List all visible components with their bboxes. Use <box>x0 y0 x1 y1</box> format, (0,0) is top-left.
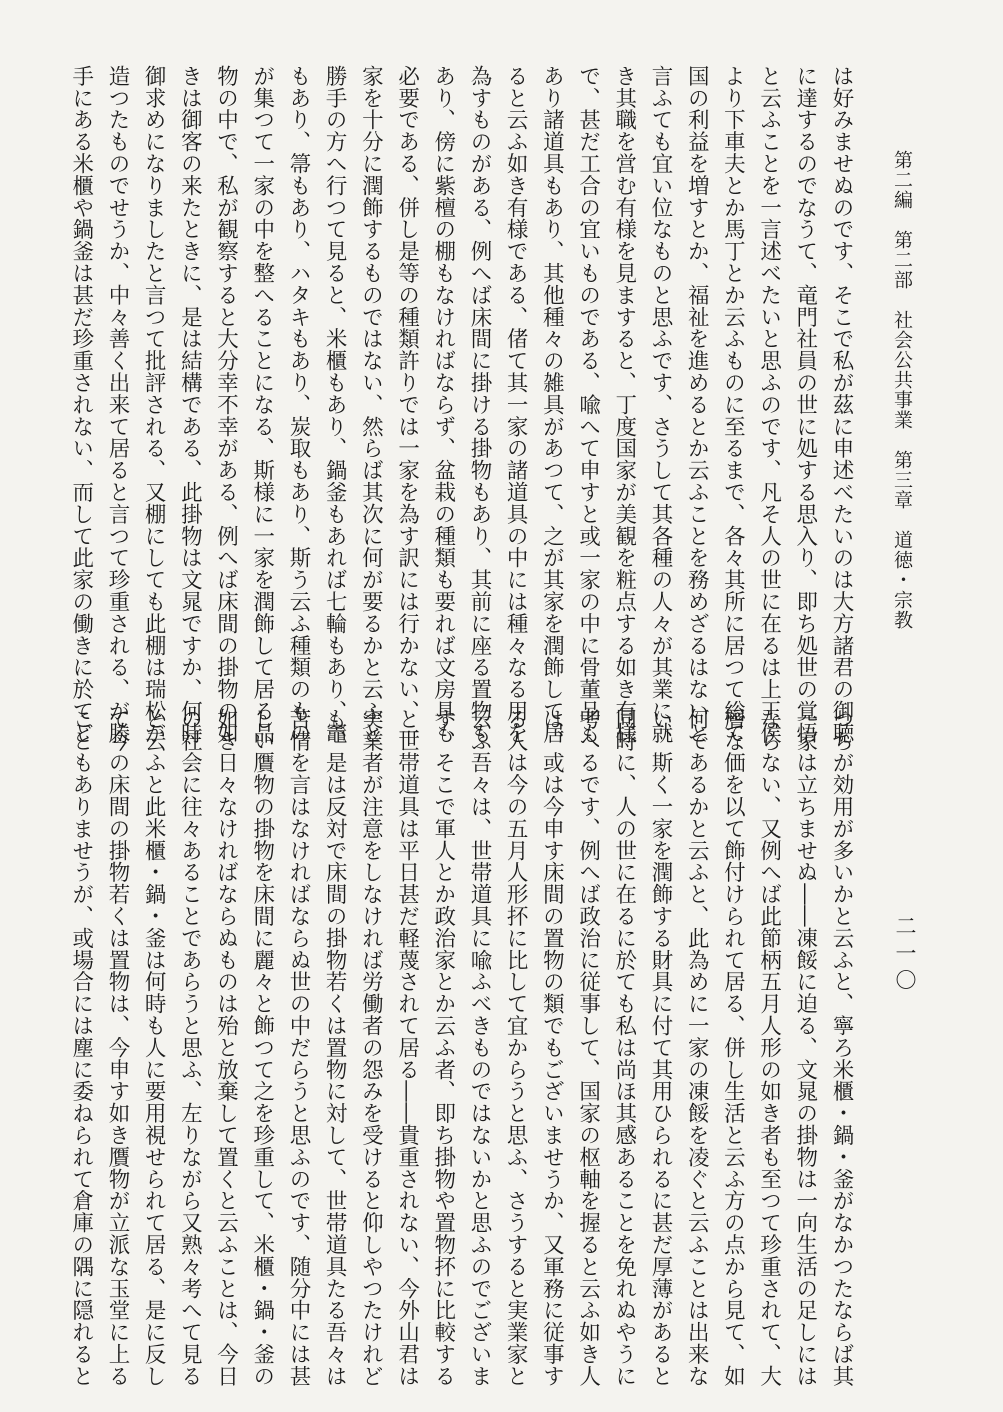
text-line: 実業者が注意をしなければ労働者の怨みを受けると仰しやつたけれど <box>358 708 384 1387</box>
text-line: が集つて一家の中を整へることになる、斯様に一家を潤飾して居る品 <box>249 65 275 744</box>
page-number: 二一〇 <box>893 915 917 996</box>
text-line: より下車夫とか馬丁とか云ふものに至るまで、各々其所に居つて総て <box>720 65 746 744</box>
running-head: 第二編 第二部 社会公共事業 第三章 道徳・宗教 <box>891 150 913 630</box>
text-line: 苦情を言はなければならぬ世の中だらうと思ふのです、随分中には甚 <box>285 708 311 1387</box>
text-line: と云ふことを一言述べたいと思ふのです、凡そ人の世に在るは上王侯 <box>756 65 782 744</box>
text-line: 国の利益を増すとか、福祉を進めるとか云ふことを務めざるはないと <box>684 65 710 744</box>
text-line: と世帯道具は平日甚だ軽蔑されて居る――貴重されない、今外山君は <box>394 708 420 1387</box>
text-line: 手にある米櫃や鍋釜は甚だ珍重されない、而して此家の働きに於てど <box>68 65 94 744</box>
text-line: に達するのでなうて、竜門社員の世に処する思入り、即ち処世の覚悟 <box>792 65 818 744</box>
text-line: もあり、箒もあり、ハタキもあり、炭取もあり、斯う云ふ種類のもの <box>285 65 311 744</box>
text-line: 云ふ吾々は、世帯道具に喩ふべきものではないかと思ふのでございま <box>466 708 492 1387</box>
text-line: ならない、又例へば此節柄五月人形の如き者も至つて珍重されて、大 <box>756 708 782 1387</box>
text-line: で、甚だ工合の宜いものである、喩へて申すと或一家の中に骨董品も <box>575 65 601 744</box>
text-line: も、是は反対で床間の掛物若くは置物に対して、世帯道具たる吾々は <box>322 708 348 1387</box>
text-line: つちが効用が多いかと云ふと、寧ろ米櫃・鍋・釜がなかつたならば其 <box>829 708 854 1387</box>
text-line: きは御客の来たときに、是は結構である、此掛物は文晁ですか、何時 <box>177 65 203 744</box>
text-line: す、そこで軍人とか政治家とか云ふ者、即ち掛物や置物抔に比較する <box>430 708 456 1387</box>
text-line: あり諸道具もあり、其他種々の雑具があつて、之が其家を潤飾して居 <box>539 65 565 744</box>
text-line: の社会に往々あることであらうと思ふ、左りながら又熟々考へて見る <box>177 708 203 1387</box>
text-line: 同時に、人の世に在るに於ても私は尚ほ其感あることを免れぬやうに <box>611 708 637 1387</box>
text-line: 層な価を以て飾付けられて居る、併し生活と云ふ方の点から見て、如 <box>720 708 746 1387</box>
text-line: と云ふと此米櫃・鍋・釜は何時も人に要用視せられて居る、是に反し <box>141 708 167 1387</box>
text-line: 物の中で、私が観察すると大分幸不幸がある、例へば床間の掛物の如 <box>213 65 239 744</box>
text-line: て今の床間の掛物若くは置物は、今申す如き贋物が立派な玉堂に上る <box>104 708 130 1387</box>
text-line: あり、傍に紫檀の棚もなければならず、盆栽の種類も要れば文房具も <box>430 65 456 744</box>
text-line: 御求めになりましたと言つて批評される、又棚にしても此棚は瑞松が <box>141 65 167 744</box>
text-line: しい贋物の掛物を床間に麗々と飾つて之を珍重して、米櫃・鍋・釜の <box>249 708 275 1387</box>
text-line: は好みませぬのです、そこで私が茲に申述べたいのは大方諸君の御聴 <box>829 65 854 744</box>
upper-text-block <box>63 65 859 744</box>
lower-text-block <box>63 708 859 1387</box>
text-line: は、或は今申す床間の置物の類でもございませうか、又軍務に従事す <box>539 708 565 1387</box>
text-line: 勝手の方へ行つて見ると、米櫃もあり、鍋釜もあれば七輪もあり、竈 <box>322 65 348 744</box>
text-line: る人は今の五月人形抔に比して宜からうと思ふ、さうすると実業家と <box>503 708 529 1387</box>
text-line: 何であるかと云ふと、此為めに一家の凍餒を凌ぐと云ふことは出来な <box>684 708 710 1387</box>
text-line: 造つたものでせうか、中々善く出来て居ると言つて珍重される、が勝 <box>104 65 130 744</box>
text-line: い、斯く一家を潤飾する財具に付て其用ひられるに甚だ厚薄があると <box>647 708 673 1387</box>
text-line: 為すものがある、例へば床間に掛ける掛物もあり、其前に座る置物も <box>466 65 492 744</box>
text-line: 言ふても宜い位なものと思ふです、さうして其各種の人々が其業に就 <box>647 65 673 744</box>
text-line: 考へるです、例へば政治に従事して、国家の枢軸を握ると云ふ如き人 <box>575 708 601 1387</box>
text-line: 如き日々なければならぬものは殆と放棄して置くと云ふことは、今日 <box>213 708 239 1387</box>
text-line: き其職を営む有様を見ますると、丁度国家が美観を粧点する如き有様 <box>611 65 637 744</box>
text-line: 一家は立ちませぬ――凍餒に迫る、文晁の掛物は一向生活の足しには <box>792 708 818 1387</box>
text-line: 家を十分に潤飾するものではない、然らば其次に何が要るかと云ふと <box>358 65 384 744</box>
text-line: こともありませうが、或場合には塵に委ねられて倉庫の隅に隠れると <box>68 708 94 1387</box>
text-line: 必要である、併し是等の種類許りでは一家を為す訳には行かない、一 <box>394 65 420 744</box>
text-line: ると云ふ如き有様である、偖て其一家の諸道具の中には種々なる用を <box>503 65 529 744</box>
